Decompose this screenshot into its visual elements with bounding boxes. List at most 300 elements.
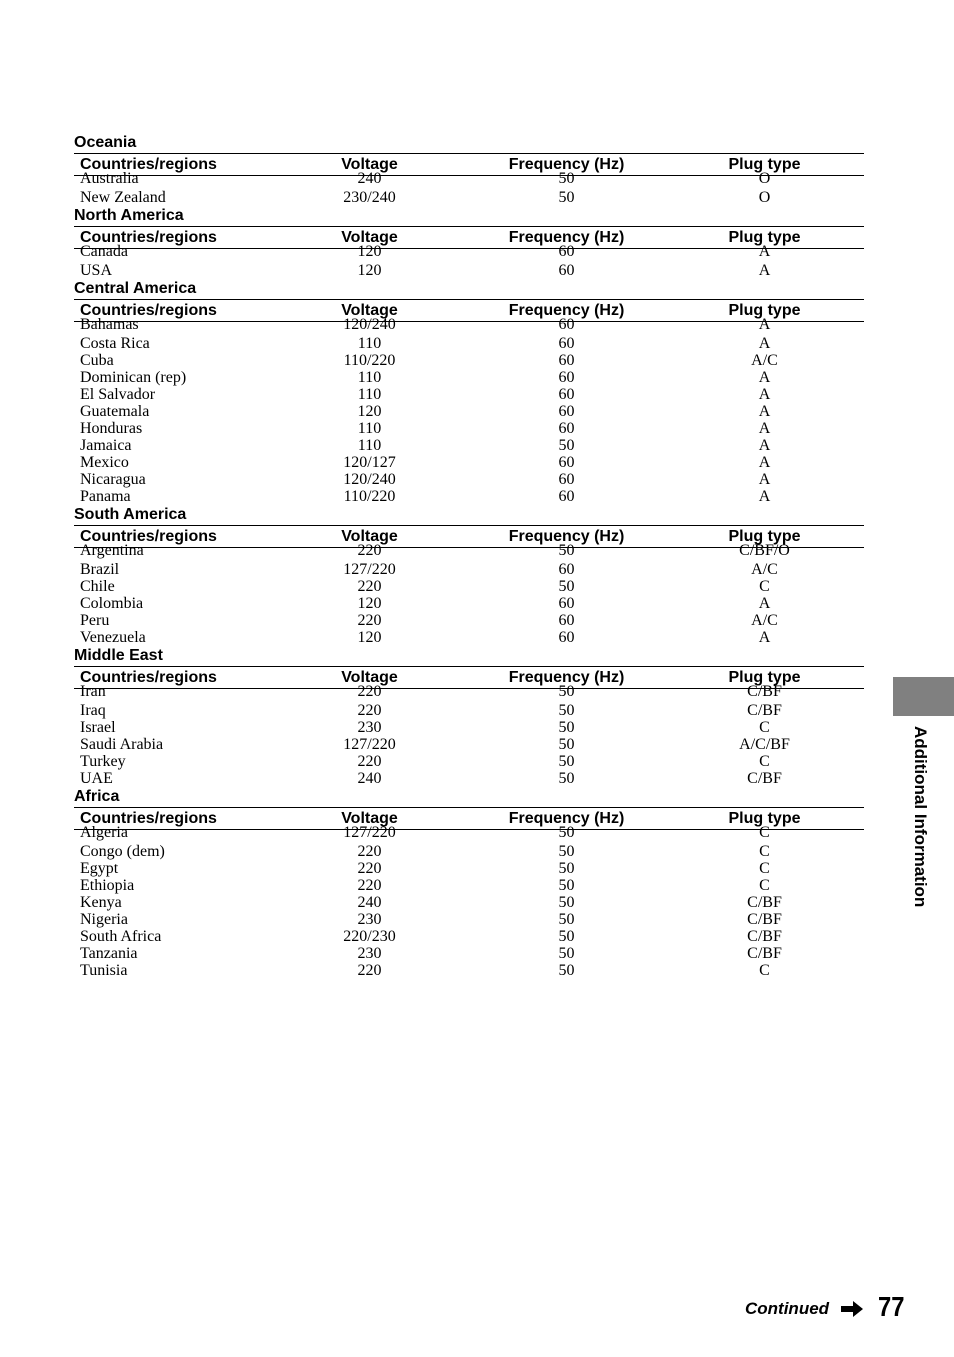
table-cell-frequency	[468, 945, 665, 962]
table-cell-voltage	[271, 702, 468, 719]
table-cell-voltage	[271, 542, 468, 562]
cell-text: 230/240	[343, 189, 396, 206]
table-cell-country	[74, 352, 271, 369]
table-cell-frequency	[468, 170, 665, 190]
table-cell-voltage	[271, 962, 468, 979]
cell-text: Tunisia	[80, 962, 128, 979]
table-cell-plug	[665, 352, 864, 369]
table-cell-voltage	[271, 243, 468, 263]
table-cell-voltage	[271, 189, 468, 206]
cell-text: 60	[558, 243, 575, 260]
cell-text: Kenya	[80, 894, 122, 911]
cell-text: Guatemala	[80, 403, 150, 420]
table-cell-voltage	[271, 753, 468, 770]
table-cell-frequency	[468, 316, 665, 336]
cell-text: 50	[558, 945, 575, 962]
table-cell-plug	[665, 911, 864, 928]
cell-text: C/BF	[747, 770, 782, 787]
region-section	[74, 133, 864, 206]
cell-text: 220	[357, 843, 382, 860]
table-cell-voltage	[271, 335, 468, 352]
table-cell-frequency	[468, 770, 665, 787]
column-header-plug: Plug type	[665, 526, 864, 548]
right-arrow-icon	[841, 1301, 863, 1317]
cell-text: Australia	[80, 170, 139, 187]
table-cell-frequency	[468, 352, 665, 369]
cell-text: UAE	[80, 770, 113, 787]
column-header-frequency: Frequency (Hz)	[468, 227, 665, 249]
table-cell-country	[74, 595, 271, 612]
cell-text: 127/220	[343, 736, 396, 753]
column-header-frequency: Frequency (Hz)	[468, 667, 665, 689]
table-cell-country	[74, 843, 271, 860]
table-cell-plug	[665, 860, 864, 877]
table-row	[74, 386, 864, 403]
table-cell-frequency	[468, 843, 665, 860]
table-row	[74, 335, 864, 352]
table-cell-voltage	[271, 561, 468, 578]
region-section	[74, 279, 864, 505]
column-header-country: Countries/regions	[74, 808, 271, 830]
table-row	[74, 877, 864, 894]
table-cell-plug	[665, 578, 864, 595]
region-title: Africa	[74, 788, 120, 805]
table-cell-frequency	[468, 702, 665, 719]
cell-text: 60	[558, 352, 575, 369]
table-row	[74, 403, 864, 420]
table-cell-country	[74, 369, 271, 386]
cell-text: 60	[558, 595, 575, 612]
table-row	[74, 176, 864, 190]
cell-text: 240	[357, 170, 382, 187]
cell-text: 60	[558, 403, 575, 420]
cell-text: 50	[558, 437, 575, 454]
cell-text: C/BF	[747, 702, 782, 719]
region-title: North America	[74, 207, 184, 224]
cell-text: 110	[357, 335, 382, 352]
table-row	[74, 189, 864, 206]
table-cell-voltage	[271, 454, 468, 471]
cell-text: USA	[80, 262, 113, 279]
table-cell-plug	[665, 420, 864, 437]
cell-text: 50	[558, 578, 575, 595]
cell-text: Costa Rica	[80, 335, 150, 352]
cell-text: South Africa	[80, 928, 162, 945]
table-cell-plug	[665, 877, 864, 894]
cell-text: O	[758, 170, 771, 187]
cell-text: 50	[558, 911, 575, 928]
cell-text: A	[758, 420, 771, 437]
cell-text: 50	[558, 770, 575, 787]
cell-text: Dominican (rep)	[80, 369, 187, 386]
region-section	[74, 206, 864, 279]
cell-text: Ethiopia	[80, 877, 135, 894]
table-cell-frequency	[468, 454, 665, 471]
table-row	[74, 595, 864, 612]
cell-text: C/BF/O	[739, 542, 790, 559]
table-cell-frequency	[468, 629, 665, 646]
table-cell-frequency	[468, 753, 665, 770]
column-header-country: Countries/regions	[74, 154, 271, 176]
cell-text: C/BF	[747, 911, 782, 928]
table-cell-country	[74, 612, 271, 629]
cell-text: Israel	[80, 719, 116, 736]
table-cell-country	[74, 860, 271, 877]
cell-text: A/C	[751, 612, 778, 629]
cell-text: O	[758, 189, 771, 206]
table-cell-plug	[665, 488, 864, 505]
cell-text: 120	[357, 243, 382, 260]
cell-text: 60	[558, 386, 575, 403]
cell-text: Chile	[80, 578, 115, 595]
region-title: Central America	[74, 280, 197, 297]
table-row	[74, 894, 864, 911]
table-cell-frequency	[468, 488, 665, 505]
table-cell-country	[74, 420, 271, 437]
cell-text: C/BF	[747, 945, 782, 962]
table-row	[74, 860, 864, 877]
table-cell-plug	[665, 454, 864, 471]
table-row	[74, 578, 864, 595]
cell-text: 60	[558, 316, 575, 333]
table-cell-frequency	[468, 262, 665, 279]
table-row	[74, 719, 864, 736]
cell-text: 110/220	[343, 488, 396, 505]
table-cell-voltage	[271, 262, 468, 279]
table-cell-country	[74, 437, 271, 454]
cell-text: 220	[357, 877, 382, 894]
table-row	[74, 753, 864, 770]
cell-text: C	[759, 860, 770, 877]
cell-text: Colombia	[80, 595, 144, 612]
table-header-row	[74, 300, 864, 322]
table-row	[74, 702, 864, 719]
page-number: 77	[878, 1291, 905, 1322]
table-cell-voltage	[271, 629, 468, 646]
cell-text: 50	[558, 877, 575, 894]
cell-text: Nigeria	[80, 911, 128, 928]
region-table	[74, 666, 864, 787]
table-row	[74, 962, 864, 979]
table-cell-plug	[665, 335, 864, 352]
cell-text: 120/127	[343, 454, 396, 471]
table-row	[74, 561, 864, 578]
table-header-row	[74, 154, 864, 176]
cell-text: 120	[357, 262, 382, 279]
table-row	[74, 548, 864, 562]
table-cell-plug	[665, 894, 864, 911]
cell-text: A	[758, 243, 771, 260]
table-cell-plug	[665, 471, 864, 488]
table-cell-country	[74, 753, 271, 770]
table-row	[74, 352, 864, 369]
cell-text: Turkey	[80, 753, 126, 770]
table-cell-frequency	[468, 386, 665, 403]
region-title: South America	[74, 506, 187, 523]
table-cell-frequency	[468, 911, 665, 928]
cell-text: 50	[558, 824, 575, 841]
cell-text: 60	[558, 335, 575, 352]
table-cell-voltage	[271, 683, 468, 703]
region-title: Oceania	[74, 134, 137, 151]
region-table	[74, 153, 864, 206]
table-cell-plug	[665, 753, 864, 770]
table-cell-voltage	[271, 911, 468, 928]
region-table	[74, 525, 864, 646]
table-cell-voltage	[271, 877, 468, 894]
column-header-frequency: Frequency (Hz)	[468, 300, 665, 322]
table-cell-voltage	[271, 352, 468, 369]
cell-text: Nicaragua	[80, 471, 146, 488]
table-cell-country	[74, 471, 271, 488]
table-header-row	[74, 808, 864, 830]
table-cell-country	[74, 454, 271, 471]
region-table	[74, 226, 864, 279]
cell-text: 50	[558, 736, 575, 753]
cell-text: 220	[357, 962, 382, 979]
table-cell-plug	[665, 189, 864, 206]
cell-text: A	[758, 403, 771, 420]
cell-text: El Salvador	[80, 386, 156, 403]
table-cell-country	[74, 542, 271, 562]
cell-text: A	[758, 262, 771, 279]
table-cell-plug	[665, 612, 864, 629]
column-header-plug: Plug type	[665, 227, 864, 249]
column-header-plug: Plug type	[665, 154, 864, 176]
cell-text: 50	[558, 702, 575, 719]
table-cell-country	[74, 189, 271, 206]
table-cell-country	[74, 629, 271, 646]
table-row	[74, 945, 864, 962]
cell-text: 220	[357, 683, 382, 700]
table-row	[74, 322, 864, 336]
column-header-plug: Plug type	[665, 667, 864, 689]
table-cell-country	[74, 945, 271, 962]
column-header-voltage: Voltage	[271, 154, 468, 176]
region-table	[74, 299, 864, 505]
cell-text: 220	[357, 542, 382, 559]
table-cell-frequency	[468, 189, 665, 206]
cell-text: 240	[357, 894, 382, 911]
cell-text: 50	[558, 719, 575, 736]
table-cell-frequency	[468, 824, 665, 844]
cell-text: Cuba	[80, 352, 114, 369]
table-cell-frequency	[468, 335, 665, 352]
cell-text: A	[758, 454, 771, 471]
cell-text: 60	[558, 262, 575, 279]
table-cell-plug	[665, 928, 864, 945]
cell-text: Bahamas	[80, 316, 139, 333]
table-cell-voltage	[271, 945, 468, 962]
cell-text: 50	[558, 860, 575, 877]
region-section	[74, 646, 864, 787]
table-row	[74, 249, 864, 263]
cell-text: 230	[357, 945, 382, 962]
cell-text: A	[758, 595, 771, 612]
table-cell-plug	[665, 437, 864, 454]
table-cell-country	[74, 877, 271, 894]
cell-text: Iraq	[80, 702, 106, 719]
table-cell-plug	[665, 719, 864, 736]
cell-text: 50	[558, 962, 575, 979]
table-cell-voltage	[271, 369, 468, 386]
table-cell-frequency	[468, 595, 665, 612]
section-tab-marker	[893, 677, 954, 716]
table-row	[74, 689, 864, 703]
cell-text: C/BF	[747, 683, 782, 700]
cell-text: 60	[558, 561, 575, 578]
table-cell-frequency	[468, 612, 665, 629]
section-tab-label: Additional Information	[911, 726, 930, 908]
table-cell-plug	[665, 369, 864, 386]
table-cell-voltage	[271, 595, 468, 612]
table-cell-frequency	[468, 437, 665, 454]
cell-text: Venezuela	[80, 629, 146, 646]
column-header-frequency: Frequency (Hz)	[468, 526, 665, 548]
cell-text: Brazil	[80, 561, 120, 578]
table-cell-frequency	[468, 403, 665, 420]
table-cell-plug	[665, 561, 864, 578]
cell-text: 50	[558, 170, 575, 187]
column-header-voltage: Voltage	[271, 300, 468, 322]
table-cell-voltage	[271, 578, 468, 595]
cell-text: C/BF	[747, 928, 782, 945]
continued-label: Continued	[745, 1299, 830, 1318]
cell-text: 127/220	[343, 824, 396, 841]
table-cell-plug	[665, 243, 864, 263]
table-row	[74, 262, 864, 279]
table-cell-voltage	[271, 928, 468, 945]
table-cell-country	[74, 561, 271, 578]
table-cell-country	[74, 488, 271, 505]
table-row	[74, 471, 864, 488]
column-header-voltage: Voltage	[271, 808, 468, 830]
table-cell-country	[74, 316, 271, 336]
cell-text: Congo (dem)	[80, 843, 165, 860]
cell-text: A/C	[751, 352, 778, 369]
cell-text: 110	[357, 369, 382, 386]
cell-text: 60	[558, 471, 575, 488]
cell-text: 127/220	[343, 561, 396, 578]
table-cell-country	[74, 770, 271, 787]
column-header-frequency: Frequency (Hz)	[468, 808, 665, 830]
column-header-country: Countries/regions	[74, 227, 271, 249]
table-cell-frequency	[468, 719, 665, 736]
table-cell-frequency	[468, 962, 665, 979]
cell-text: Argentina	[80, 542, 144, 559]
cell-text: Canada	[80, 243, 128, 260]
table-row	[74, 369, 864, 386]
cell-text: Peru	[80, 612, 110, 629]
table-cell-plug	[665, 683, 864, 703]
cell-text: 110	[357, 437, 382, 454]
cell-text: C	[759, 719, 770, 736]
table-cell-frequency	[468, 928, 665, 945]
table-header-row	[74, 667, 864, 689]
table-row	[74, 928, 864, 945]
table-cell-country	[74, 824, 271, 844]
cell-text: A	[758, 316, 771, 333]
table-cell-frequency	[468, 471, 665, 488]
cell-text: 50	[558, 753, 575, 770]
table-cell-country	[74, 911, 271, 928]
cell-text: 220	[357, 860, 382, 877]
table-cell-frequency	[468, 420, 665, 437]
table-row	[74, 488, 864, 505]
table-cell-country	[74, 962, 271, 979]
cell-text: 120	[357, 403, 382, 420]
region-section	[74, 787, 864, 979]
cell-text: 60	[558, 420, 575, 437]
table-cell-voltage	[271, 437, 468, 454]
table-cell-country	[74, 928, 271, 945]
region-table	[74, 807, 864, 979]
table-cell-country	[74, 683, 271, 703]
table-cell-voltage	[271, 170, 468, 190]
cell-text: 220/230	[343, 928, 396, 945]
cell-text: 50	[558, 894, 575, 911]
table-cell-frequency	[468, 369, 665, 386]
region-section	[74, 505, 864, 646]
table-cell-frequency	[468, 542, 665, 562]
cell-text: 60	[558, 629, 575, 646]
table-cell-plug	[665, 843, 864, 860]
table-cell-country	[74, 702, 271, 719]
content	[74, 133, 864, 979]
table-cell-voltage	[271, 860, 468, 877]
table-cell-voltage	[271, 420, 468, 437]
table-cell-country	[74, 243, 271, 263]
column-header-voltage: Voltage	[271, 526, 468, 548]
column-header-voltage: Voltage	[271, 227, 468, 249]
column-header-plug: Plug type	[665, 300, 864, 322]
table-cell-frequency	[468, 578, 665, 595]
cell-text: 60	[558, 369, 575, 386]
table-row	[74, 736, 864, 753]
table-cell-frequency	[468, 561, 665, 578]
cell-text: C/BF	[747, 894, 782, 911]
cell-text: 220	[357, 753, 382, 770]
column-header-frequency: Frequency (Hz)	[468, 154, 665, 176]
cell-text: C	[759, 843, 770, 860]
cell-text: 50	[558, 542, 575, 559]
cell-text: Iran	[80, 683, 106, 700]
table-cell-voltage	[271, 770, 468, 787]
table-cell-country	[74, 386, 271, 403]
table-cell-plug	[665, 770, 864, 787]
cell-text: C	[759, 962, 770, 979]
table-cell-country	[74, 170, 271, 190]
table-cell-country	[74, 578, 271, 595]
table-cell-voltage	[271, 843, 468, 860]
cell-text: 120/240	[343, 471, 396, 488]
table-row	[74, 612, 864, 629]
table-cell-country	[74, 736, 271, 753]
cell-text: A	[758, 369, 771, 386]
column-header-country: Countries/regions	[74, 300, 271, 322]
column-header-country: Countries/regions	[74, 667, 271, 689]
table-cell-plug	[665, 702, 864, 719]
table-cell-plug	[665, 629, 864, 646]
column-header-voltage: Voltage	[271, 667, 468, 689]
table-cell-voltage	[271, 316, 468, 336]
table-cell-plug	[665, 170, 864, 190]
table-row	[74, 911, 864, 928]
cell-text: C	[759, 824, 770, 841]
cell-text: 110	[357, 420, 382, 437]
table-cell-voltage	[271, 719, 468, 736]
cell-text: A	[758, 437, 771, 454]
